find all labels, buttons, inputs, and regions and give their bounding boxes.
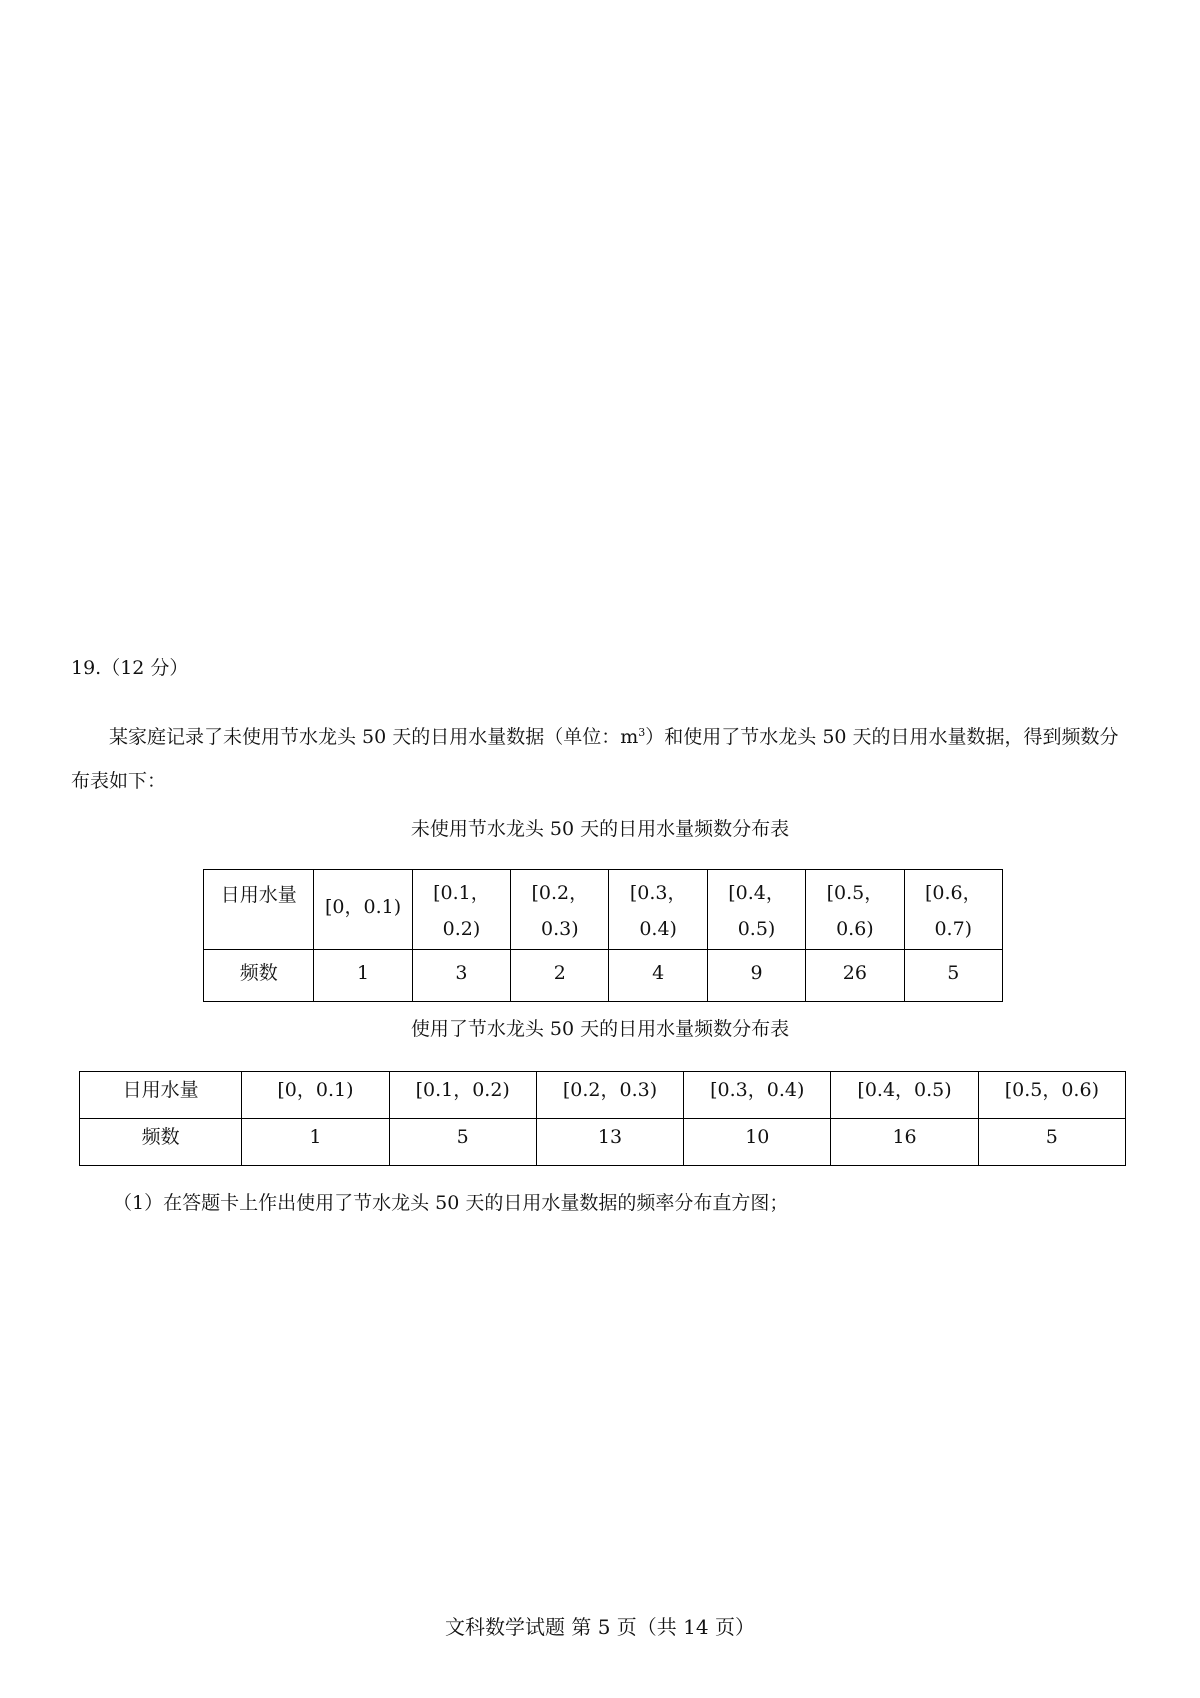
table2-interval-cell: [0，0.1) xyxy=(242,1072,389,1119)
table1-interval-line1: [0.6， xyxy=(924,882,982,904)
table1-frequency-cell: 5 xyxy=(904,950,1002,1002)
page-footer: 文科数学试题 第 5 页（共 14 页） xyxy=(445,1615,755,1639)
unit-superscript: 3 xyxy=(638,726,646,739)
table1-row-label-frequency: 频数 xyxy=(204,950,314,1002)
table1-interval-line2: 0.3) xyxy=(540,918,579,940)
table2-frequency-cell: 5 xyxy=(978,1119,1125,1166)
table1-interval-cell xyxy=(314,870,412,950)
table1-interval-line2: 0.2) xyxy=(442,918,481,940)
table1-frequency-cell: 4 xyxy=(609,950,707,1002)
table2-interval-cell: [0.2，0.3) xyxy=(536,1072,683,1119)
subquestion-1: （1）在答题卡上作出使用了节水龙头 50 天的日用水量数据的频率分布直方图； xyxy=(113,1192,789,1214)
table2-frequency-cell: 10 xyxy=(684,1119,831,1166)
table1-row-label-water: 日用水量 xyxy=(204,870,314,950)
table1-interval-line2: 0.4) xyxy=(639,918,677,940)
table2-frequency-distribution xyxy=(79,1071,1126,1166)
table1-header-row xyxy=(204,870,1003,950)
table2-interval-cell: [0.5，0.6) xyxy=(978,1072,1125,1119)
table2-frequency-cell: 1 xyxy=(242,1119,389,1166)
table2-frequency-row xyxy=(80,1119,1126,1166)
question-text-part1: 某家庭记录了未使用节水龙头 50 天的日用水量数据（单位：m xyxy=(109,726,639,748)
table2-frequency-cell: 16 xyxy=(831,1119,978,1166)
question-text-part2: ）和使用了节水龙头 50 天的日用水量数据，得到频数分布表如下： xyxy=(71,726,1119,792)
table2-frequency-cell: 13 xyxy=(536,1119,683,1166)
table1-interval-cell xyxy=(511,870,609,950)
table1-interval-cell xyxy=(412,870,510,950)
table1-interval-line1: [0.4， xyxy=(728,882,785,904)
table1-interval-text: [0，0.1) xyxy=(325,896,402,918)
table1-frequency-cell: 9 xyxy=(707,950,805,1002)
table1-interval-line2: 0.5) xyxy=(737,918,776,940)
table1-interval-cell xyxy=(707,870,805,950)
table1-interval-line1: [0.2， xyxy=(531,882,589,904)
table2-interval-cell: [0.3，0.4) xyxy=(684,1072,831,1119)
table1-interval-line1: [0.1， xyxy=(433,882,490,904)
table1-frequency-row xyxy=(204,950,1003,1002)
table1-frequency-cell: 26 xyxy=(806,950,904,1002)
question-text xyxy=(71,715,1131,803)
table1-interval-line1: [0.3， xyxy=(629,882,687,904)
table1-interval-cell xyxy=(806,870,904,950)
table1-frequency-distribution xyxy=(203,869,1003,1002)
table1-interval-line2: 0.6) xyxy=(836,918,874,940)
table1-caption: 未使用节水龙头 50 天的日用水量频数分布表 xyxy=(410,818,790,840)
table1-interval-line2: 0.7) xyxy=(934,918,973,940)
table2-interval-cell: [0.1，0.2) xyxy=(389,1072,536,1119)
table2-interval-cell: [0.4，0.5) xyxy=(831,1072,978,1119)
table2-caption: 使用了节水龙头 50 天的日用水量频数分布表 xyxy=(410,1018,790,1040)
table1-frequency-cell: 3 xyxy=(412,950,510,1002)
table2-header-row xyxy=(80,1072,1126,1119)
table1-interval-cell xyxy=(904,870,1002,950)
table2-row-label-water: 日用水量 xyxy=(80,1072,242,1119)
table1-frequency-cell: 1 xyxy=(314,950,412,1002)
table1-interval-cell xyxy=(609,870,707,950)
table1-interval-line1: [0.5， xyxy=(826,882,884,904)
table2-row-label-frequency: 频数 xyxy=(80,1119,242,1166)
question-number: 19.（12 分） xyxy=(71,657,189,679)
table1-frequency-cell: 2 xyxy=(511,950,609,1002)
table2-frequency-cell: 5 xyxy=(389,1119,536,1166)
